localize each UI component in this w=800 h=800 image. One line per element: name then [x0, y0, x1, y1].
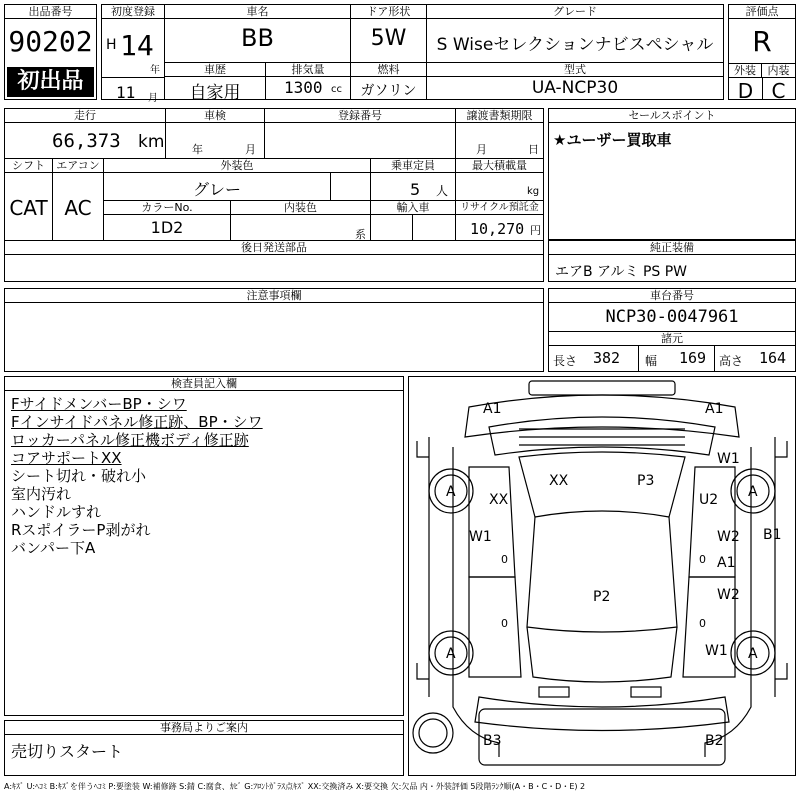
caution-label: 注意事項欄 — [5, 289, 543, 303]
mark-b2: B2 — [705, 733, 724, 749]
mark-p3: P3 — [637, 473, 655, 489]
recycle-fee: 10,270 — [470, 220, 525, 238]
mileage-unit: km — [138, 132, 165, 152]
displacement-unit: cc — [331, 84, 342, 95]
car-damage-diagram — [409, 377, 795, 775]
tire-mark: A — [748, 484, 758, 500]
era: H — [106, 37, 117, 53]
recycle-label: リサイクル預託金 — [456, 201, 543, 215]
note-line: FサイドメンバーBP・シワ — [11, 395, 187, 413]
car-name: BB — [241, 24, 274, 52]
history: 自家用 — [189, 83, 241, 103]
tire-mark: A — [748, 646, 758, 662]
office-box — [4, 720, 404, 776]
inspection-label: 車検 — [166, 109, 264, 123]
capacity: 5 — [410, 180, 421, 199]
note-line: シート切れ・破れ小 — [11, 467, 147, 485]
equipment-box — [548, 240, 796, 282]
capacity-unit: 人 — [436, 184, 449, 198]
length-label: 長さ — [553, 354, 578, 368]
mark-w2-right: W2 — [717, 529, 740, 545]
mark-u2: U2 — [699, 492, 719, 508]
ext-color-label: 外装色 — [104, 159, 370, 173]
inspector-box — [4, 376, 404, 716]
mark-w2-right-low: W2 — [717, 587, 740, 603]
load-label: 最大積載量 — [456, 159, 543, 173]
sales-point-box — [548, 108, 796, 240]
mileage-label: 走行 — [5, 109, 165, 123]
shift: CAT — [9, 196, 48, 220]
note-line: 室内汚れ — [11, 485, 72, 503]
displacement-label: 排気量 — [266, 63, 350, 77]
inspector-notes — [11, 395, 263, 557]
mark-w1-top: W1 — [717, 451, 740, 467]
mileage: 66,373 — [52, 130, 121, 152]
model-label: 型式 — [427, 63, 723, 77]
damage-code-legend: A:ｷｽﾞ U:ﾍｺﾐ B:ｷｽﾞを伴うﾍｺﾐ P:要塗装 W:補修跡 S:錆 C:腐食、ｶﾋﾞ G:ﾌﾛﾝﾄｶﾞﾗｽ点ｷｽﾞ XX:交換済み X:要交換 欠:欠品 内・外装評価 5段階ﾗﾝｸ順(A・B・C・D・E) 2 — [4, 782, 586, 791]
import-label: 輸入車 — [371, 201, 455, 215]
interior-label: 内装 — [762, 64, 795, 78]
int-color-suffix: 系 — [355, 228, 366, 241]
grade: S Wiseセレクションナビスペシャル — [436, 35, 714, 55]
sales-point-text: ★ユーザー買取車 — [553, 131, 672, 149]
first-reg-label: 初度登録 — [102, 5, 164, 19]
sales-point-label: セールスポイント — [549, 109, 795, 123]
mark-zero: 0 — [501, 553, 508, 566]
int-color-label: 内装色 — [231, 201, 370, 215]
mark-w1-right-low: W1 — [705, 643, 728, 659]
reg-no-label: 登録番号 — [265, 109, 455, 123]
grade-label: グレード — [427, 5, 723, 19]
mark-a1-left: A1 — [483, 401, 502, 417]
later-parts-label: 後日発送部品 — [5, 241, 543, 255]
office-text: 売切りスタート — [11, 742, 124, 761]
mark-b3: B3 — [483, 733, 502, 749]
inspector-label: 検査員記入欄 — [5, 377, 403, 391]
tire-mark: A — [446, 646, 456, 662]
displacement: 1300 — [284, 78, 323, 97]
mark-w1-left: W1 — [469, 529, 492, 545]
width-label: 幅 — [645, 354, 658, 368]
note-line: バンパー下A — [11, 539, 96, 557]
note-line: コアサポートXX — [11, 449, 122, 467]
inspection-year-unit: 年 — [192, 143, 203, 156]
mark-xx-top: XX — [549, 473, 569, 489]
first-registration-box — [101, 4, 165, 104]
score-label: 評価点 — [729, 5, 795, 19]
mark-b1: B1 — [763, 527, 782, 543]
first-listing-badge: 初出品 — [7, 67, 94, 97]
color-no-label: カラーNo. — [104, 201, 230, 215]
lot-number: 90202 — [8, 25, 93, 58]
length: 382 — [593, 349, 621, 367]
lot-number-box — [4, 4, 97, 100]
fuel-label: 燃料 — [351, 63, 426, 77]
reg-month: 11 — [116, 83, 136, 102]
score-box — [728, 4, 796, 103]
mark-a1-mid: A1 — [717, 555, 736, 571]
recycle-unit: 円 — [530, 224, 541, 237]
chassis-number: NCP30-0047961 — [605, 307, 739, 327]
height-label: 高さ — [719, 354, 744, 368]
load-unit: kg — [527, 186, 540, 197]
reg-year: 14 — [120, 29, 154, 62]
note-line: Fインサイドパネル修正跡、BP・シワ — [11, 413, 263, 431]
score-value: R — [752, 25, 772, 58]
note-line: ハンドルすれ — [11, 503, 102, 521]
transfer-label: 譲渡書類期限 — [456, 109, 543, 123]
fuel: ガソリン — [360, 83, 417, 99]
tire-mark: A — [446, 484, 456, 500]
spec-label: 諸元 — [549, 332, 795, 346]
width: 169 — [679, 349, 707, 367]
mark-zero: 0 — [501, 617, 508, 630]
exterior-label: 外装 — [729, 64, 762, 78]
equipment-text: エアB アルミ PS PW — [555, 264, 688, 280]
mark-zero: 0 — [699, 553, 706, 566]
transfer-day-unit: 日 — [528, 143, 539, 156]
ext-color: グレー — [192, 180, 241, 199]
month-unit: 月 — [148, 93, 158, 104]
note-line: ロッカーパネル修正機ボディ修正跡 — [11, 431, 249, 449]
capacity-label: 乗車定員 — [371, 159, 455, 173]
transfer-month-unit: 月 — [476, 143, 487, 156]
chassis-box — [548, 288, 796, 372]
caution-box — [4, 288, 544, 372]
mark-xx-left: XX — [489, 492, 509, 508]
history-label: 車歴 — [165, 63, 265, 77]
car-name-label: 車名 — [165, 5, 350, 19]
ac-label: エアコン — [53, 159, 103, 173]
color-no: 1D2 — [150, 218, 184, 237]
interior-grade: C — [771, 79, 786, 103]
equipment-label: 純正装備 — [549, 241, 795, 255]
mark-p2: P2 — [593, 589, 611, 605]
car-diagram-box — [408, 376, 796, 776]
chassis-label: 車台番号 — [549, 289, 795, 303]
mark-a1-right: A1 — [705, 401, 724, 417]
note-line: RスポイラーP剥がれ — [11, 521, 151, 539]
door-label: ドア形状 — [351, 5, 426, 19]
lot-label: 出品番号 — [5, 5, 96, 19]
door-type: 5W — [370, 26, 407, 51]
mark-zero: 0 — [699, 617, 706, 630]
year-unit: 年 — [150, 65, 160, 76]
office-label: 事務局よりご案内 — [5, 721, 403, 735]
height: 164 — [759, 349, 787, 367]
model: UA-NCP30 — [531, 78, 619, 98]
shift-label: シフト — [5, 159, 52, 173]
exterior-grade: D — [737, 79, 754, 103]
ac: AC — [64, 196, 92, 220]
inspection-month-unit: 月 — [245, 143, 256, 156]
